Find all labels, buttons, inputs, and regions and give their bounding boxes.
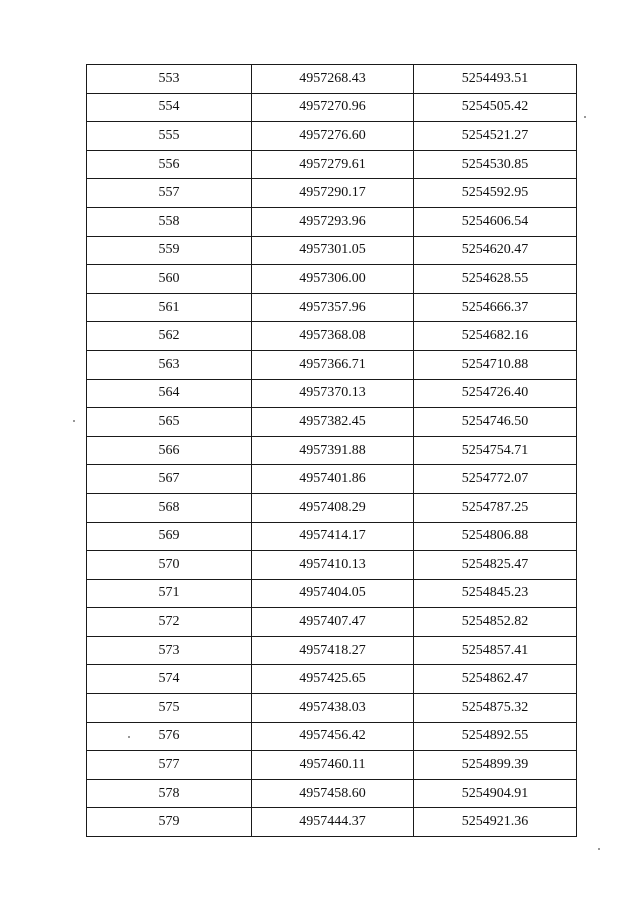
y-coordinate-cell: 5254628.55 xyxy=(414,265,577,294)
point-number-cell: 573 xyxy=(87,636,252,665)
table-row xyxy=(87,408,577,437)
y-coordinate-cell: 5254772.07 xyxy=(414,465,577,494)
x-coordinate-cell: 4957391.88 xyxy=(252,436,414,465)
x-coordinate-cell: 4957370.13 xyxy=(252,379,414,408)
y-coordinate-cell: 5254726.40 xyxy=(414,379,577,408)
point-number-cell: 578 xyxy=(87,779,252,808)
x-coordinate-cell: 4957357.96 xyxy=(252,293,414,322)
table-row xyxy=(87,551,577,580)
coordinate-table xyxy=(86,64,577,837)
table-row xyxy=(87,722,577,751)
x-coordinate-cell: 4957460.11 xyxy=(252,751,414,780)
scan-speck xyxy=(128,736,130,738)
scan-speck xyxy=(73,420,75,422)
y-coordinate-cell: 5254921.36 xyxy=(414,808,577,837)
x-coordinate-cell: 4957293.96 xyxy=(252,207,414,236)
point-number-cell: 559 xyxy=(87,236,252,265)
table-row xyxy=(87,751,577,780)
table-row xyxy=(87,493,577,522)
x-coordinate-cell: 4957410.13 xyxy=(252,551,414,580)
x-coordinate-cell: 4957366.71 xyxy=(252,350,414,379)
table-row xyxy=(87,522,577,551)
point-number-cell: 571 xyxy=(87,579,252,608)
x-coordinate-cell: 4957438.03 xyxy=(252,694,414,723)
point-number-cell: 574 xyxy=(87,665,252,694)
x-coordinate-cell: 4957458.60 xyxy=(252,779,414,808)
point-number-cell: 560 xyxy=(87,265,252,294)
x-coordinate-cell: 4957368.08 xyxy=(252,322,414,351)
y-coordinate-cell: 5254787.25 xyxy=(414,493,577,522)
point-number-cell: 557 xyxy=(87,179,252,208)
y-coordinate-cell: 5254806.88 xyxy=(414,522,577,551)
x-coordinate-cell: 4957270.96 xyxy=(252,93,414,122)
point-number-cell: 579 xyxy=(87,808,252,837)
scan-speck xyxy=(584,116,586,118)
x-coordinate-cell: 4957407.47 xyxy=(252,608,414,637)
table-row xyxy=(87,379,577,408)
y-coordinate-cell: 5254666.37 xyxy=(414,293,577,322)
y-coordinate-cell: 5254857.41 xyxy=(414,636,577,665)
table-row xyxy=(87,779,577,808)
table-row xyxy=(87,436,577,465)
scan-speck xyxy=(598,848,600,850)
table-row xyxy=(87,636,577,665)
x-coordinate-cell: 4957404.05 xyxy=(252,579,414,608)
y-coordinate-cell: 5254899.39 xyxy=(414,751,577,780)
point-number-cell: 556 xyxy=(87,150,252,179)
point-number-cell: 558 xyxy=(87,207,252,236)
table-row xyxy=(87,608,577,637)
x-coordinate-cell: 4957444.37 xyxy=(252,808,414,837)
table-row xyxy=(87,808,577,837)
y-coordinate-cell: 5254620.47 xyxy=(414,236,577,265)
table-row xyxy=(87,694,577,723)
x-coordinate-cell: 4957401.86 xyxy=(252,465,414,494)
y-coordinate-cell: 5254592.95 xyxy=(414,179,577,208)
table-row xyxy=(87,579,577,608)
y-coordinate-cell: 5254825.47 xyxy=(414,551,577,580)
point-number-cell: 568 xyxy=(87,493,252,522)
coordinate-table-body xyxy=(87,65,577,837)
point-number-cell: 569 xyxy=(87,522,252,551)
x-coordinate-cell: 4957268.43 xyxy=(252,65,414,94)
x-coordinate-cell: 4957414.17 xyxy=(252,522,414,551)
x-coordinate-cell: 4957279.61 xyxy=(252,150,414,179)
point-number-cell: 561 xyxy=(87,293,252,322)
table-row xyxy=(87,65,577,94)
y-coordinate-cell: 5254710.88 xyxy=(414,350,577,379)
table-row xyxy=(87,122,577,151)
point-number-cell: 555 xyxy=(87,122,252,151)
x-coordinate-cell: 4957306.00 xyxy=(252,265,414,294)
x-coordinate-cell: 4957418.27 xyxy=(252,636,414,665)
point-number-cell: 575 xyxy=(87,694,252,723)
y-coordinate-cell: 5254852.82 xyxy=(414,608,577,637)
table-row xyxy=(87,665,577,694)
y-coordinate-cell: 5254493.51 xyxy=(414,65,577,94)
y-coordinate-cell: 5254875.32 xyxy=(414,694,577,723)
table-row xyxy=(87,179,577,208)
point-number-cell: 563 xyxy=(87,350,252,379)
y-coordinate-cell: 5254530.85 xyxy=(414,150,577,179)
x-coordinate-cell: 4957456.42 xyxy=(252,722,414,751)
y-coordinate-cell: 5254892.55 xyxy=(414,722,577,751)
point-number-cell: 562 xyxy=(87,322,252,351)
point-number-cell: 570 xyxy=(87,551,252,580)
y-coordinate-cell: 5254521.27 xyxy=(414,122,577,151)
point-number-cell: 566 xyxy=(87,436,252,465)
y-coordinate-cell: 5254845.23 xyxy=(414,579,577,608)
table-row xyxy=(87,350,577,379)
table-row xyxy=(87,236,577,265)
point-number-cell: 553 xyxy=(87,65,252,94)
point-number-cell: 565 xyxy=(87,408,252,437)
point-number-cell: 577 xyxy=(87,751,252,780)
x-coordinate-cell: 4957382.45 xyxy=(252,408,414,437)
point-number-cell: 567 xyxy=(87,465,252,494)
y-coordinate-cell: 5254505.42 xyxy=(414,93,577,122)
x-coordinate-cell: 4957408.29 xyxy=(252,493,414,522)
table-row xyxy=(87,93,577,122)
point-number-cell: 564 xyxy=(87,379,252,408)
x-coordinate-cell: 4957276.60 xyxy=(252,122,414,151)
table-row xyxy=(87,465,577,494)
y-coordinate-cell: 5254606.54 xyxy=(414,207,577,236)
y-coordinate-cell: 5254746.50 xyxy=(414,408,577,437)
x-coordinate-cell: 4957290.17 xyxy=(252,179,414,208)
table-row xyxy=(87,207,577,236)
y-coordinate-cell: 5254904.91 xyxy=(414,779,577,808)
table-row xyxy=(87,293,577,322)
table-row xyxy=(87,265,577,294)
table-row xyxy=(87,150,577,179)
y-coordinate-cell: 5254754.71 xyxy=(414,436,577,465)
point-number-cell: 572 xyxy=(87,608,252,637)
y-coordinate-cell: 5254682.16 xyxy=(414,322,577,351)
x-coordinate-cell: 4957301.05 xyxy=(252,236,414,265)
point-number-cell: 576 xyxy=(87,722,252,751)
x-coordinate-cell: 4957425.65 xyxy=(252,665,414,694)
y-coordinate-cell: 5254862.47 xyxy=(414,665,577,694)
table-row xyxy=(87,322,577,351)
point-number-cell: 554 xyxy=(87,93,252,122)
